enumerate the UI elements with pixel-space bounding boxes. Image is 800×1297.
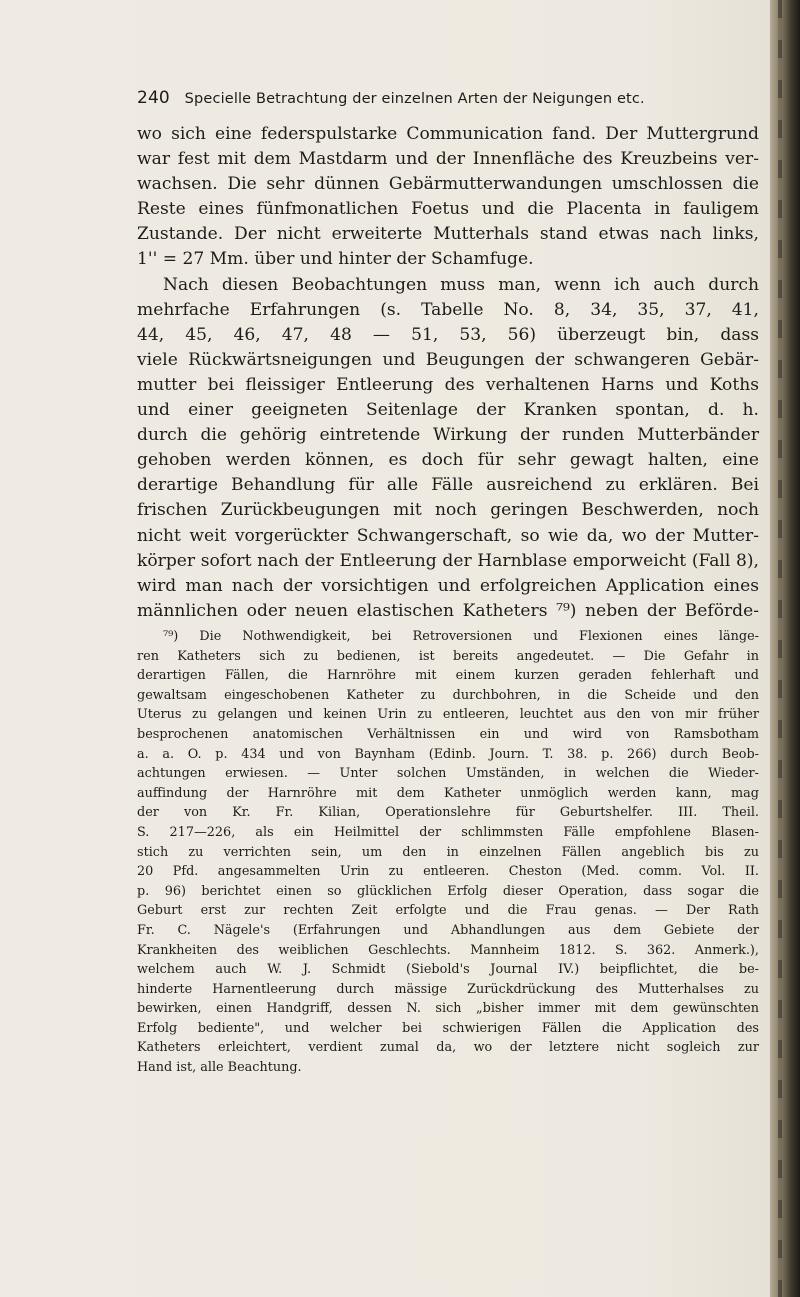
text-line: war fest mit dem Mastdarm und der Innenfläche des Kreuzbeins ver- <box>137 149 759 170</box>
text-line: nicht weit vorgerückter Schwangerschaft, so wie da, wo der Mutter- <box>137 525 759 546</box>
footnote-line: p. 96) berichtet einen so glücklichen Erfolg dieser Operation, dass sogar die <box>137 883 759 899</box>
text-line: mehrfache Erfahrungen (s. Tabelle No. 8, 34, 35, 37, 41, <box>137 299 759 320</box>
footnote-block <box>137 627 759 1078</box>
footnote-line: 20 Pfd. angesammelten Urin zu entleeren. Cheston (Med. comm. Vol. II. <box>137 864 759 880</box>
footnote-line: Geburt erst zur rechten Zeit erfolgte und die Frau genas. — Der Rath <box>137 903 759 919</box>
running-header <box>137 88 759 112</box>
footnote-line: Erfolg bediente", und welcher bei schwierigen Fällen die Application des <box>137 1020 759 1036</box>
page-number: 240 <box>137 88 170 108</box>
footnote-line: ⁷⁹) Die Nothwendigkeit, bei Retroversionen und Flexionen eines länge- <box>163 629 759 644</box>
footnote-line: hinderte Harnentleerung durch mässige Zurückdrückung des Mutterhalses zu <box>137 981 759 997</box>
text-line: gehoben werden können, es doch für sehr gewagt halten, eine <box>137 450 759 471</box>
book-binding-edge <box>778 0 782 1297</box>
text-line: wird man nach der vorsichtigen und erfolgreichen Application eines <box>137 575 759 596</box>
footnote-line: auffindung der Harnröhre mit dem Katheter unmöglich werden kann, mag <box>137 785 759 801</box>
footnote-line: derartigen Fällen, die Harnröhre mit einem kurzen geraden fehlerhaft und <box>137 668 759 684</box>
footnote-line: Katheters erleichtert, verdient zumal da, wo der letztere nicht sogleich zur <box>137 1040 759 1056</box>
footnote-line: Uterus zu gelangen und keinen Urin zu entleeren, leuchtet aus den von mir früher <box>137 707 759 723</box>
text-line: körper sofort nach der Entleerung der Harnblase emporweicht (Fall 8), <box>137 550 759 571</box>
footnote-line: besprochenen anatomischen Verhältnissen ein und wird von Ramsbotham <box>137 726 759 742</box>
text-line: Nach diesen Beobachtungen muss man, wenn ich auch durch <box>163 274 759 295</box>
footnote-line: ren Katheters sich zu bedienen, ist bereits angedeutet. — Die Gefahr in <box>137 648 759 664</box>
footnote-line: gewaltsam eingeschobenen Katheter zu durchbohren, in die Scheide und den <box>137 687 759 703</box>
footnote-line: stich zu verrichten sein, um den in einzelnen Fällen angeblich bis zu <box>137 844 759 860</box>
footnote-line: der von Kr. Fr. Kilian, Operationslehre für Geburtshelfer. III. Theil. <box>137 805 759 821</box>
footnote-line: Fr. C. Nägele's (Erfahrungen und Abhandlungen aus dem Gebiete der <box>137 922 759 938</box>
running-title: Specielle Betrachtung der einzelnen Arten der Neigungen etc. <box>184 91 645 107</box>
text-line: männlichen oder neuen elastischen Katheters ⁷⁹) neben der Beförde- <box>137 600 759 621</box>
text-line: wo sich eine federspulstarke Communication fand. Der Muttergrund <box>137 124 759 144</box>
text-line: Reste eines fünfmonatlichen Foetus und die Placenta in fauligem <box>137 199 759 220</box>
footnote-line: S. 217—226, als ein Heilmittel der schlimmsten Fälle empfohlene Blasen- <box>137 824 759 840</box>
text-line: derartige Behandlung für alle Fälle ausreichend zu erklären. Bei <box>137 475 759 496</box>
footnote-line: welchem auch W. J. Schmidt (Siebold's Journal IV.) beipflichtet, die be- <box>137 962 759 978</box>
footnote-line: Hand ist, alle Beachtung. <box>137 1060 302 1076</box>
footnote-line: Krankheiten des weiblichen Geschlechts. Mannheim 1812. S. 362. Anmerk.), <box>137 942 759 958</box>
text-line: wachsen. Die sehr dünnen Gebärmutterwandungen umschlossen die <box>137 174 759 195</box>
text-line: frischen Zurückbeugungen mit noch geringen Beschwerden, noch <box>137 500 759 521</box>
text-line: mutter bei fleissiger Entleerung des verhaltenen Harns und Koths <box>137 374 759 395</box>
footnote-line: achtungen erwiesen. — Unter solchen Umständen, in welchen die Wieder- <box>137 766 759 782</box>
footnote-line: a. a. O. p. 434 und von Baynham (Edinb. Journ. T. 38. p. 266) durch Beob- <box>137 746 759 762</box>
footnote-line: bewirken, einen Handgriff, dessen N. sich „bisher immer mit dem gewünschten <box>137 1001 759 1017</box>
text-line: 44, 45, 46, 47, 48 — 51, 53, 56) überzeugt bin, dass <box>137 324 759 345</box>
text-line: und einer geeigneten Seitenlage der Kranken spontan, d. h. <box>137 400 759 421</box>
book-spine-shadow <box>770 0 800 1297</box>
text-line: durch die gehörig eintretende Wirkung der runden Mutterbänder <box>137 425 759 446</box>
text-line: viele Rückwärtsneigungen und Beugungen der schwangeren Gebär- <box>137 349 759 370</box>
main-text <box>137 122 759 624</box>
text-line: Zustande. Der nicht erweiterte Mutterhals stand etwas nach links, <box>137 224 759 245</box>
text-line: 1'' = 27 Mm. über und hinter der Schamfuge. <box>137 249 534 270</box>
